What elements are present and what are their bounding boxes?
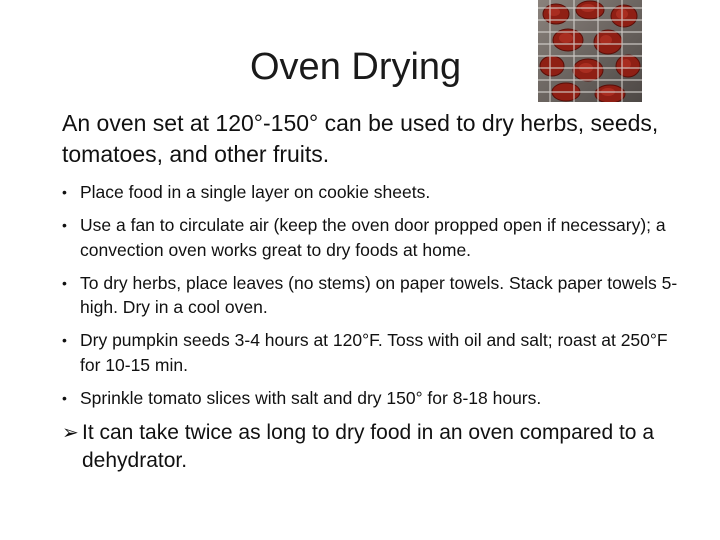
- bullet-list: [62, 180, 687, 419]
- bullet-text: Sprinkle tomato slices with salt and dry 150° for 8-18 hours.: [80, 387, 542, 408]
- bullet-item: [62, 328, 687, 377]
- bullet-text: To dry herbs, place leaves (no stems) on paper towels. Stack paper towels 5-high. Dry in a cool oven.: [80, 272, 678, 317]
- bullet-item: [62, 180, 687, 205]
- intro-text: An oven set at 120°-150° can be used to dry herbs, seeds, tomatoes, and other fruits.: [62, 110, 659, 167]
- bullet-item: [62, 271, 687, 320]
- arrow-bullet-icon: ➢: [62, 422, 79, 444]
- dried-tomatoes-photo-art: [538, 0, 642, 102]
- bullet-item: [62, 386, 687, 411]
- bullet-text: Dry pumpkin seeds 3-4 hours at 120°F. Toss with oil and salt; roast at 250°F for 10-15 min.: [80, 330, 668, 375]
- bullet-text: Use a fan to circulate air (keep the oven door propped open if necessary); a convection oven works great to dry foods at home.: [80, 215, 666, 260]
- bullet-dot-icon: •: [62, 184, 67, 200]
- bullet-dot-icon: •: [62, 332, 67, 348]
- bullet-dot-icon: •: [62, 274, 67, 291]
- footer-text: It can take twice as long to dry food in an oven compared to a dehydrator.: [82, 421, 655, 472]
- slide-title: Oven Drying: [250, 46, 462, 88]
- bullet-dot-icon: •: [62, 217, 67, 233]
- bullet-text: Place food in a single layer on cookie sheets.: [80, 182, 431, 202]
- footer-note: [62, 419, 712, 475]
- bullet-dot-icon: •: [62, 389, 67, 406]
- dried-tomatoes-photo: [538, 0, 642, 102]
- bullet-item: [62, 213, 687, 262]
